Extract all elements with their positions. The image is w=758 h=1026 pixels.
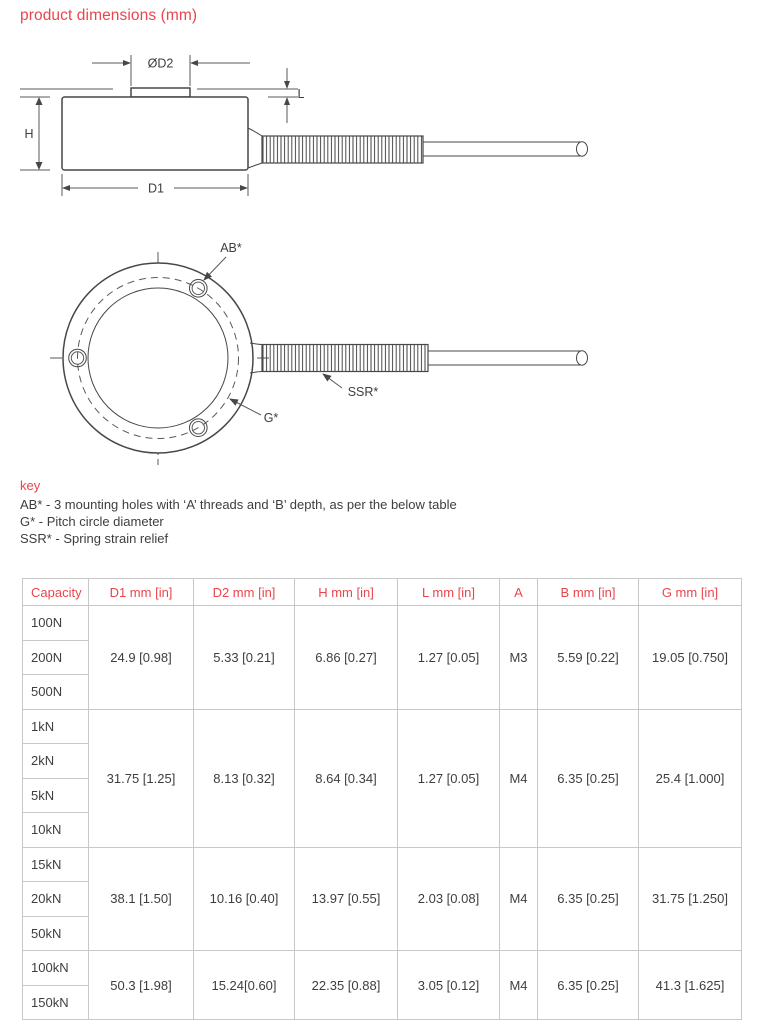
side-view-drawing: [20, 53, 600, 205]
value-cell-h: 6.86 [0.27]: [295, 606, 398, 710]
page-title: product dimensions (mm): [20, 7, 198, 24]
strain-relief-coil: [262, 136, 423, 163]
dim-label-d1: D1: [148, 181, 164, 196]
value-cell-d1: 38.1 [1.50]: [89, 847, 194, 951]
value-cell-d2: 5.33 [0.21]: [194, 606, 295, 710]
key-item-g: G* - Pitch circle diameter: [20, 514, 164, 529]
capacity-cell: 20kN: [23, 882, 89, 917]
capacity-cell: 50kN: [23, 916, 89, 951]
capacity-cell: 100kN: [23, 951, 89, 986]
capacity-cell: 10kN: [23, 813, 89, 848]
callout-label-g: G*: [263, 411, 279, 425]
dimension-h: [24, 97, 42, 170]
col-header-g: G mm [in]: [639, 579, 742, 606]
key-item-ab: AB* - 3 mounting holes with ‘A’ threads and ‘B’ depth, as per the below table: [20, 497, 457, 512]
dim-label-h: H: [24, 127, 34, 141]
value-cell-g: 19.05 [0.750]: [639, 606, 742, 710]
value-cell-d2: 10.16 [0.40]: [194, 847, 295, 951]
value-cell-d1: 50.3 [1.98]: [89, 951, 194, 1020]
capacity-cell: 200N: [23, 640, 89, 675]
value-cell-l: 2.03 [0.08]: [398, 847, 500, 951]
capacity-cell: 500N: [23, 675, 89, 710]
table-row: [23, 951, 742, 986]
col-header-l: L mm [in]: [398, 579, 500, 606]
value-cell-a: M4: [500, 847, 538, 951]
capacity-cell: 100N: [23, 606, 89, 641]
key-section: [20, 477, 457, 547]
load-button: [131, 88, 190, 97]
dim-label-l: L: [297, 87, 305, 101]
value-cell-b: 6.35 [0.25]: [538, 847, 639, 951]
value-cell-l: 3.05 [0.12]: [398, 951, 500, 1020]
value-cell-a: M4: [500, 951, 538, 1020]
value-cell-b: 6.35 [0.25]: [538, 951, 639, 1020]
value-cell-g: 25.4 [1.000]: [639, 709, 742, 847]
value-cell-b: 5.59 [0.22]: [538, 606, 639, 710]
capacity-cell: 15kN: [23, 847, 89, 882]
col-header-b: B mm [in]: [538, 579, 639, 606]
value-cell-l: 1.27 [0.05]: [398, 606, 500, 710]
top-view-drawing: [20, 228, 600, 470]
value-cell-a: M4: [500, 709, 538, 847]
value-cell-h: 8.64 [0.34]: [295, 709, 398, 847]
cable-end-cap: [577, 351, 588, 365]
value-cell-g: 31.75 [1.250]: [639, 847, 742, 951]
load-cell-body: [62, 97, 248, 170]
value-cell-b: 6.35 [0.25]: [538, 709, 639, 847]
table-row: [23, 709, 742, 744]
dimensions-table: [22, 578, 742, 1020]
capacity-cell: 5kN: [23, 778, 89, 813]
value-cell-h: 22.35 [0.88]: [295, 951, 398, 1020]
capacity-cell: 150kN: [23, 985, 89, 1020]
ab-leader-arrow: [204, 257, 226, 280]
col-header-a: A: [500, 579, 538, 606]
cable-end-cap: [577, 142, 588, 156]
key-heading: key: [20, 478, 41, 493]
cable-assembly: [248, 128, 588, 168]
value-cell-l: 1.27 [0.05]: [398, 709, 500, 847]
strain-relief-coil: [262, 345, 428, 372]
dimension-d2: [92, 57, 250, 71]
ssr-leader-arrow: [323, 374, 342, 388]
capacity-cell: 2kN: [23, 744, 89, 779]
value-cell-h: 13.97 [0.55]: [295, 847, 398, 951]
value-cell-d1: 31.75 [1.25]: [89, 709, 194, 847]
dimension-l: [284, 68, 305, 123]
body-outer-circle: [63, 263, 253, 453]
callout-label-ab: AB*: [220, 241, 242, 255]
capacity-cell: 1kN: [23, 709, 89, 744]
key-item-ssr: SSR* - Spring strain relief: [20, 531, 169, 546]
col-header-d2: D2 mm [in]: [194, 579, 295, 606]
col-header-d1: D1 mm [in]: [89, 579, 194, 606]
value-cell-d2: 15.24[0.60]: [194, 951, 295, 1020]
col-header-h: H mm [in]: [295, 579, 398, 606]
table-row: [23, 606, 742, 641]
value-cell-d1: 24.9 [0.98]: [89, 606, 194, 710]
col-header-capacity: Capacity: [23, 579, 89, 606]
value-cell-d2: 8.13 [0.32]: [194, 709, 295, 847]
value-cell-a: M3: [500, 606, 538, 710]
header-row: [23, 579, 742, 606]
callout-label-ssr: SSR*: [347, 385, 379, 399]
dimension-d1: [62, 182, 248, 196]
value-cell-g: 41.3 [1.625]: [639, 951, 742, 1020]
table-row: [23, 847, 742, 882]
dim-label-d2: ØD2: [147, 56, 174, 71]
cable-assembly-top: [250, 343, 588, 373]
